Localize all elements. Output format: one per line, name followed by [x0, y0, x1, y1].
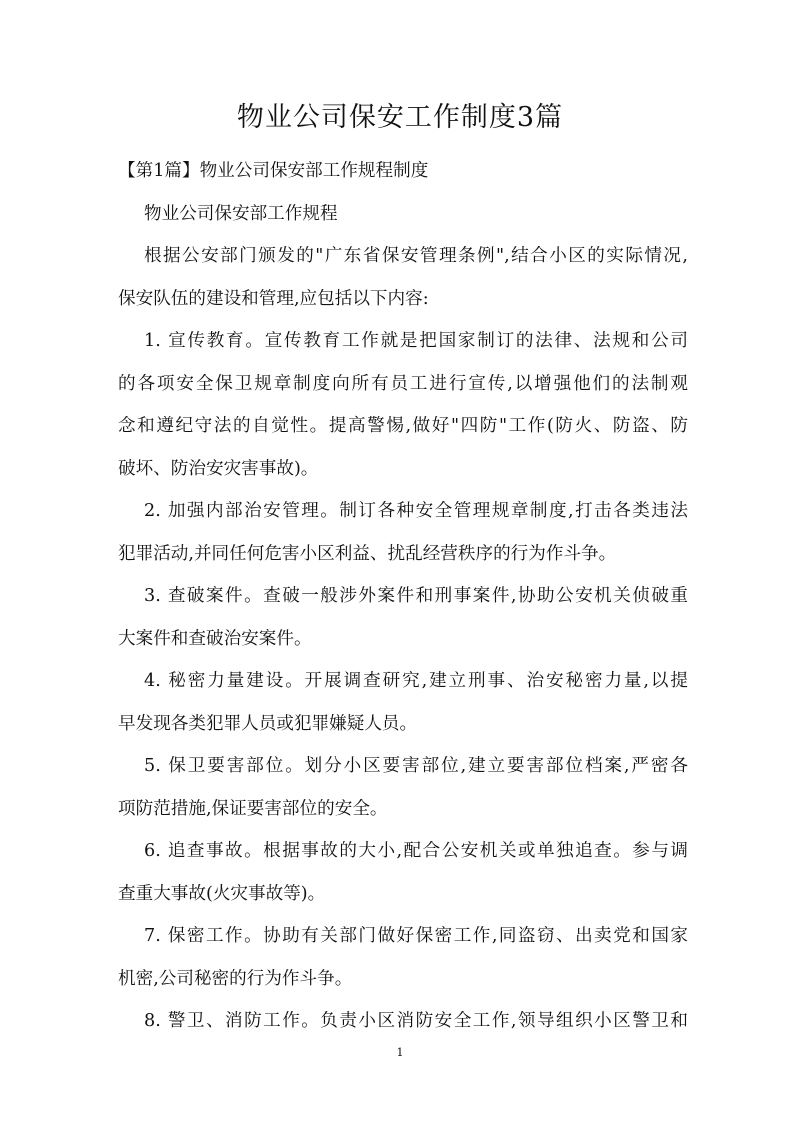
item-7-line: 机密,公司秘密的行为作斗争。 — [118, 968, 353, 989]
item-3-line: 3. 查破案件。查破一般涉外案件和刑事案件,协助公安机关侦破重 — [144, 586, 688, 606]
item-5-line: 5. 保卫要害部位。划分小区要害部位,建立要害部位档案,严密各 — [144, 756, 688, 776]
page-title: 物业公司保安工作制度3篇 — [236, 102, 564, 133]
item-6-line: 6. 追查事故。根据事故的大小,配合公安机关或单独追查。参与调 — [144, 841, 688, 861]
item-1-line: 的各项安全保卫规章制度向所有员工进行宣传,以增强他们的法制观 — [118, 373, 688, 394]
item-8-line: 8. 警卫、消防工作。负责小区消防安全工作,领导组织小区警卫和 — [144, 1011, 688, 1031]
intro-line: 保安队伍的建设和管理,应包括以下内容: — [118, 288, 429, 309]
item-7-line: 7. 保密工作。协助有关部门做好保密工作,同盗窃、出卖党和国家 — [144, 926, 688, 946]
page-number: 1 — [396, 1046, 404, 1059]
item-1-line: 破坏、防治安灾害事故)。 — [118, 458, 319, 479]
item-2-line: 2. 加强内部治安管理。制订各种安全管理规章制度,打击各类违法 — [144, 501, 688, 521]
item-6-line: 查重大事故(火灾事故等)。 — [118, 883, 326, 904]
intro-line: 根据公安部门颁发的"广东省保安管理条例",结合小区的实际情况, — [144, 246, 688, 266]
item-4-line: 早发现各类犯罪人员或犯罪嫌疑人员。 — [118, 713, 418, 734]
subtitle: 物业公司保安部工作规程 — [144, 203, 338, 224]
item-3-line: 大案件和查破治安案件。 — [118, 628, 312, 649]
document-body — [118, 150, 688, 1043]
item-2-line: 犯罪活动,并同任何危害小区利益、扰乱经营秩序的行为作斗争。 — [118, 543, 617, 564]
section-heading: 【第1篇】物业公司保安部工作规程制度 — [118, 161, 429, 181]
item-1-line: 1. 宣传教育。宣传教育工作就是把国家制订的法律、法规和公司 — [144, 331, 688, 351]
item-4-line: 4. 秘密力量建设。开展调查研究,建立刑事、治安秘密力量,以提 — [144, 671, 688, 691]
item-1-line: 念和遵纪守法的自觉性。提高警惕,做好"四防"工作(防火、防盗、防 — [118, 416, 688, 436]
item-5-line: 项防范措施,保证要害部位的安全。 — [118, 798, 388, 819]
